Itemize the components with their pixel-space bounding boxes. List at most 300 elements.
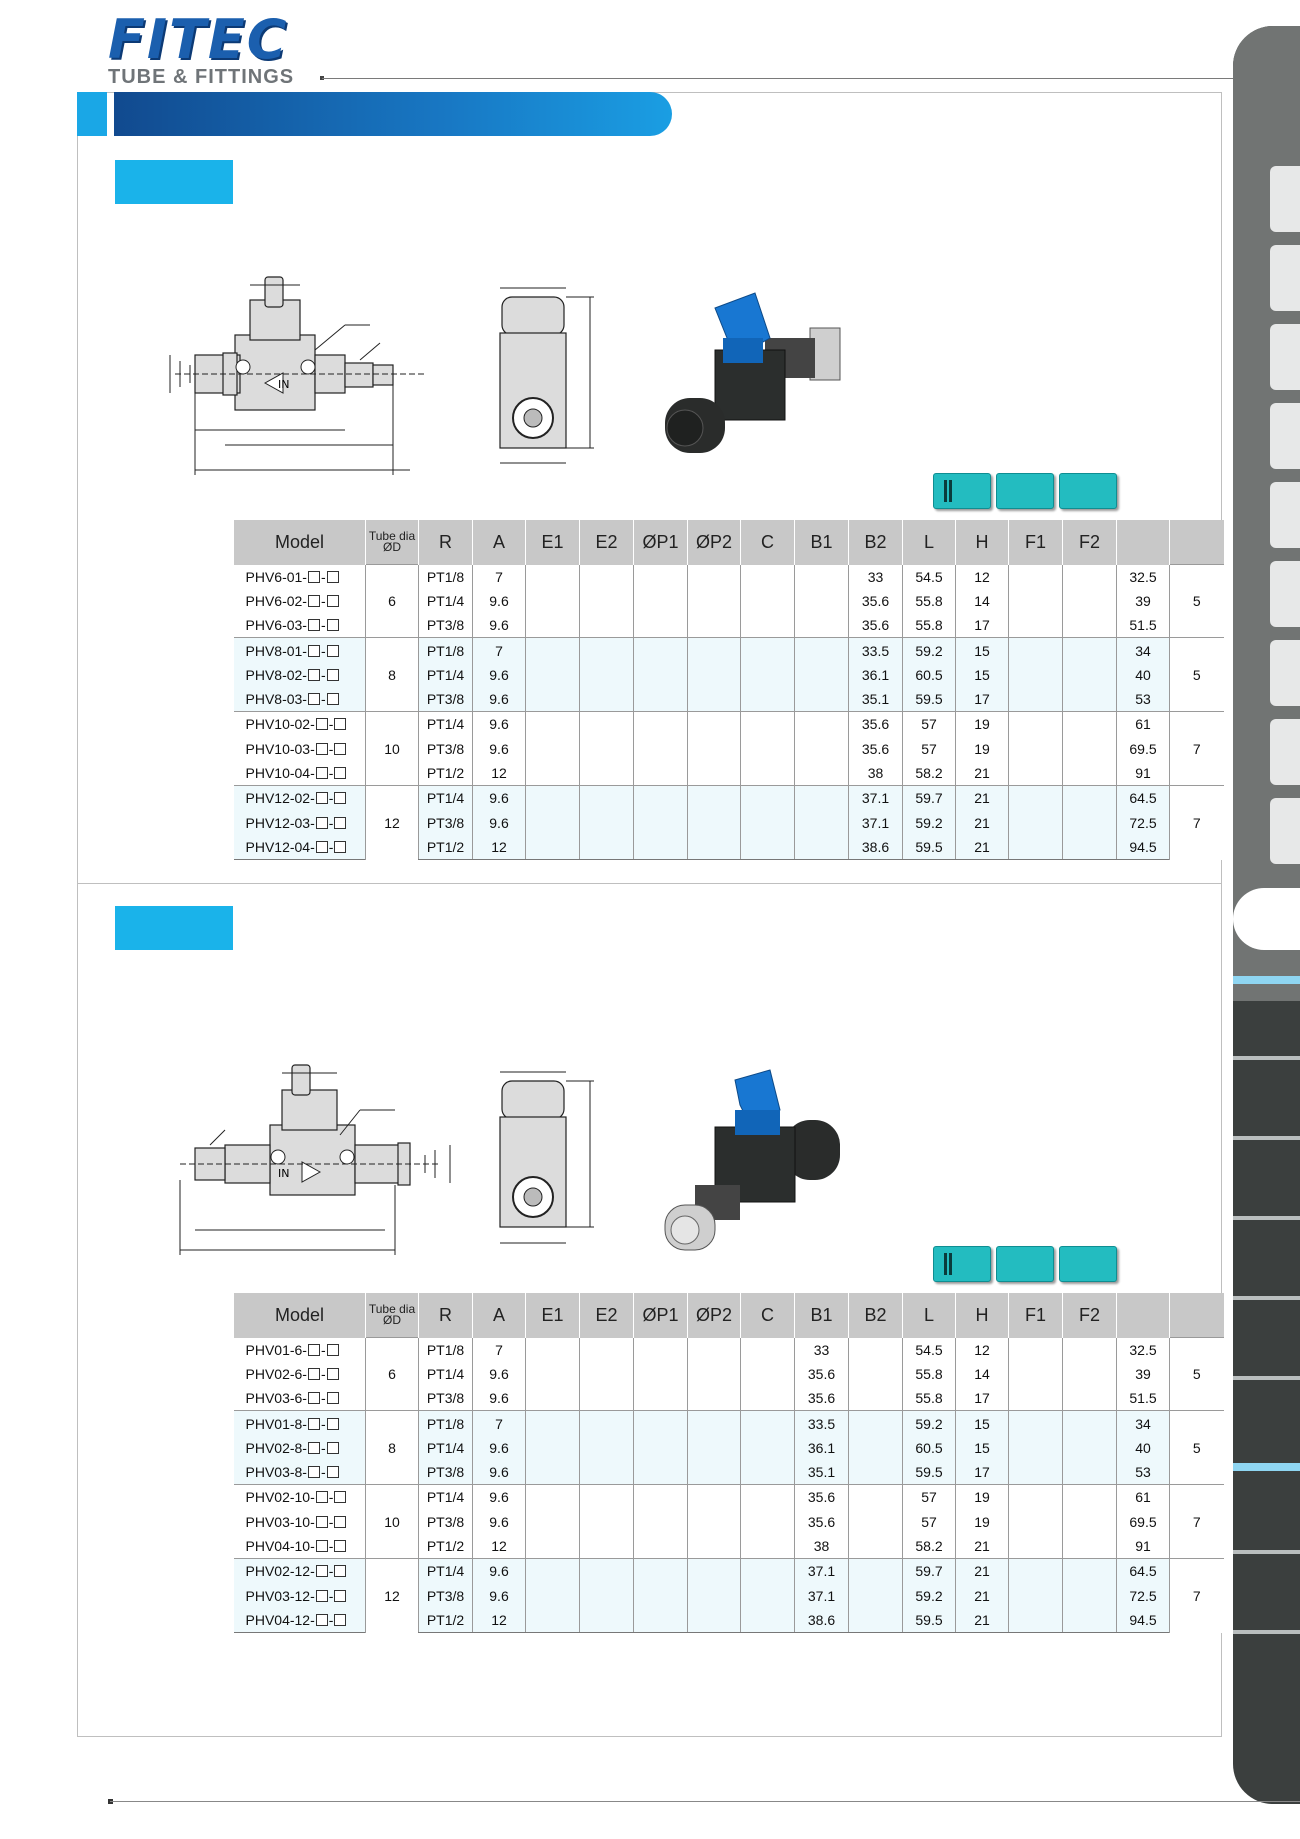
table-cell: 39 xyxy=(1117,1362,1170,1386)
model-cell xyxy=(234,1534,366,1559)
table-cell: PT3/8 xyxy=(419,1460,473,1485)
table-cell: 15 xyxy=(956,638,1009,663)
table-cell xyxy=(1063,1534,1117,1559)
table-cell xyxy=(634,1559,688,1584)
side-tab-1[interactable] xyxy=(1270,166,1300,232)
option-box xyxy=(308,645,320,657)
column-header: E2 xyxy=(580,1293,634,1338)
option-box xyxy=(327,645,339,657)
table-cell xyxy=(634,638,688,663)
brand-name: FITEC xyxy=(108,8,289,71)
table-row xyxy=(234,638,1224,663)
column-header: L xyxy=(903,520,956,565)
table-cell xyxy=(795,786,849,811)
model-separator: - xyxy=(328,1563,334,1580)
model-separator: - xyxy=(328,1513,334,1530)
table-cell xyxy=(1063,1411,1117,1436)
model-prefix: PHV8-01- xyxy=(245,642,307,659)
table-cell xyxy=(526,810,580,834)
table-cell: 9.6 xyxy=(473,810,526,834)
table-cell xyxy=(741,589,795,613)
table-cell: 59.2 xyxy=(903,1411,956,1436)
table-cell xyxy=(688,589,741,613)
table-cell xyxy=(795,638,849,663)
model-prefix: PHV02-6- xyxy=(245,1365,307,1382)
footer-rule xyxy=(110,1801,1300,1802)
table-cell: PT1/2 xyxy=(419,1534,473,1559)
table-cell: 59.2 xyxy=(903,1583,956,1607)
table-cell: 59.5 xyxy=(903,1460,956,1485)
model-separator: - xyxy=(320,592,326,609)
table-cell: 39 xyxy=(1117,589,1170,613)
column-header: ØP2 xyxy=(688,520,741,565)
table-cell: 33 xyxy=(795,1338,849,1362)
spec-table-2 xyxy=(233,1293,1224,1633)
table-cell xyxy=(526,1362,580,1386)
brand-logo xyxy=(108,8,323,89)
table-cell xyxy=(795,589,849,613)
side-tab-8[interactable] xyxy=(1270,719,1300,785)
option-box xyxy=(327,1392,339,1404)
table-cell xyxy=(1009,687,1063,712)
table-cell: 37.1 xyxy=(795,1559,849,1584)
table-cell: 60.5 xyxy=(903,1436,956,1460)
table-cell xyxy=(849,1362,903,1386)
in-mark: IN xyxy=(278,1167,290,1180)
table-cell: 91 xyxy=(1117,1534,1170,1559)
table-cell xyxy=(526,1534,580,1559)
table-cell xyxy=(526,1510,580,1534)
table-cell xyxy=(580,1386,634,1411)
table-cell xyxy=(580,613,634,638)
table-cell xyxy=(634,687,688,712)
table-cell xyxy=(741,613,795,638)
table-cell: PT1/4 xyxy=(419,712,473,737)
section-tab-2 xyxy=(115,906,233,950)
table-cell xyxy=(849,1338,903,1362)
model-cell xyxy=(234,786,366,811)
table-cell xyxy=(688,1436,741,1460)
side-tab-4[interactable] xyxy=(1270,403,1300,469)
option-box xyxy=(316,767,328,779)
table-cell xyxy=(634,835,688,860)
table-cell: PT3/8 xyxy=(419,687,473,712)
side-tab-2[interactable] xyxy=(1270,245,1300,311)
table-cell: 38 xyxy=(795,1534,849,1559)
model-separator: - xyxy=(320,642,326,659)
table-cell: 58.2 xyxy=(903,1534,956,1559)
table-cell xyxy=(1009,786,1063,811)
table-cell xyxy=(1009,613,1063,638)
view-toggle-button[interactable] xyxy=(933,473,991,509)
valve-3d-render xyxy=(655,288,860,468)
table-cell: 55.8 xyxy=(903,613,956,638)
table-cell: 9.6 xyxy=(473,1386,526,1411)
table-cell: 69.5 xyxy=(1117,737,1170,761)
table-cell: 59.2 xyxy=(903,638,956,663)
option-box xyxy=(334,1565,346,1577)
table-cell: 15 xyxy=(956,1411,1009,1436)
table-cell: 19 xyxy=(956,1485,1009,1510)
table-cell xyxy=(526,835,580,860)
table-cell xyxy=(634,1460,688,1485)
table-cell: PT1/8 xyxy=(419,1338,473,1362)
model-cell xyxy=(234,687,366,712)
table-cell xyxy=(1063,1510,1117,1534)
table-cell xyxy=(634,1436,688,1460)
table-cell: PT1/4 xyxy=(419,1436,473,1460)
table-cell xyxy=(1009,712,1063,737)
column-header: F2 xyxy=(1063,1293,1117,1338)
model-prefix: PHV01-8- xyxy=(245,1415,307,1432)
option-box xyxy=(316,817,328,829)
table-cell xyxy=(1063,638,1117,663)
table-cell xyxy=(526,1386,580,1411)
table-cell: 94.5 xyxy=(1117,1608,1170,1633)
table-cell xyxy=(741,1608,795,1633)
table-cell xyxy=(1009,1460,1063,1485)
option-button[interactable] xyxy=(1059,473,1117,509)
table-cell xyxy=(580,1510,634,1534)
table-cell: 40 xyxy=(1117,1436,1170,1460)
table-cell xyxy=(741,1362,795,1386)
table-cell: PT1/4 xyxy=(419,663,473,687)
option-box xyxy=(316,743,328,755)
table-cell: 36.1 xyxy=(849,663,903,687)
table-cell: 37.1 xyxy=(795,1583,849,1607)
model-cell xyxy=(234,565,366,589)
table-cell xyxy=(849,1485,903,1510)
model-cell xyxy=(234,613,366,638)
table-cell xyxy=(526,737,580,761)
table-cell xyxy=(795,613,849,638)
table-cell xyxy=(795,565,849,589)
option-box xyxy=(327,571,339,583)
table-cell xyxy=(1063,1485,1117,1510)
table-cell: 21 xyxy=(956,1559,1009,1584)
model-prefix: PHV01-6- xyxy=(245,1341,307,1358)
tube-dia-cell: 8 xyxy=(366,1411,419,1485)
table-cell: 35.6 xyxy=(849,589,903,613)
model-prefix: PHV02-8- xyxy=(245,1439,307,1456)
pause-icon xyxy=(944,480,947,502)
column-header: H xyxy=(956,1293,1009,1338)
table-cell xyxy=(795,663,849,687)
pause-icon xyxy=(949,1253,952,1275)
column-header: A xyxy=(473,520,526,565)
table-cell xyxy=(741,835,795,860)
model-separator: - xyxy=(328,1489,334,1506)
option-box xyxy=(308,1466,320,1478)
tube-dia-cell: 10 xyxy=(366,712,419,786)
column-header: C xyxy=(741,1293,795,1338)
table-cell: 59.5 xyxy=(903,687,956,712)
option-box xyxy=(327,693,339,705)
option-button[interactable] xyxy=(996,1246,1054,1282)
option-box xyxy=(316,1491,328,1503)
table-cell: 12 xyxy=(956,565,1009,589)
model-cell xyxy=(234,1559,366,1584)
table-cell: 14 xyxy=(956,589,1009,613)
table-cell: PT1/4 xyxy=(419,1362,473,1386)
table-cell: 9.6 xyxy=(473,663,526,687)
table-cell: 9.6 xyxy=(473,737,526,761)
table-cell xyxy=(688,565,741,589)
table-cell xyxy=(688,1386,741,1411)
table-cell xyxy=(688,737,741,761)
model-separator: - xyxy=(328,716,334,733)
table-cell xyxy=(849,1534,903,1559)
table-cell xyxy=(580,712,634,737)
table-cell xyxy=(1009,1583,1063,1607)
option-button[interactable] xyxy=(996,473,1054,509)
table-cell: PT1/8 xyxy=(419,565,473,589)
side-divider xyxy=(1233,1463,1300,1471)
table-cell: 60.5 xyxy=(903,663,956,687)
spec-table-1 xyxy=(233,520,1224,860)
table-cell xyxy=(634,1338,688,1362)
table-cell xyxy=(634,1608,688,1633)
option-box xyxy=(308,669,320,681)
column-header xyxy=(366,520,419,565)
table-cell xyxy=(688,1510,741,1534)
table-cell xyxy=(580,761,634,786)
model-prefix: PHV03-12- xyxy=(245,1587,315,1604)
column-header: Model xyxy=(234,1293,366,1338)
title-band xyxy=(114,92,672,136)
table-cell: 21 xyxy=(956,786,1009,811)
table-cell: 35.6 xyxy=(795,1362,849,1386)
table-cell xyxy=(688,1608,741,1633)
table-cell: 21 xyxy=(956,1583,1009,1607)
table-row xyxy=(234,712,1224,737)
tube-dia-cell: 12 xyxy=(366,786,419,860)
group-value-cell: 5 xyxy=(1170,1338,1224,1411)
table-cell xyxy=(580,1534,634,1559)
option-box xyxy=(316,1516,328,1528)
column-header xyxy=(366,1293,419,1338)
table-cell: 17 xyxy=(956,613,1009,638)
model-separator: - xyxy=(320,1415,326,1432)
table-cell: 17 xyxy=(956,687,1009,712)
option-box xyxy=(334,1540,346,1552)
model-prefix: PHV8-03- xyxy=(245,691,307,708)
table-cell xyxy=(741,786,795,811)
table-cell xyxy=(1063,1436,1117,1460)
table-cell xyxy=(741,565,795,589)
column-header xyxy=(1170,520,1224,565)
table-cell: 35.1 xyxy=(795,1460,849,1485)
view-toggle-button[interactable] xyxy=(933,1246,991,1282)
model-separator: - xyxy=(328,1538,334,1555)
table-cell xyxy=(1063,786,1117,811)
table-cell: 59.7 xyxy=(903,786,956,811)
side-tab-active[interactable] xyxy=(1233,888,1300,950)
table-cell xyxy=(580,737,634,761)
model-prefix: PHV12-03- xyxy=(245,814,315,831)
option-box xyxy=(316,1614,328,1626)
model-cell xyxy=(234,1386,366,1411)
table-cell xyxy=(688,786,741,811)
table-cell xyxy=(580,1362,634,1386)
model-separator: - xyxy=(320,1341,326,1358)
option-box xyxy=(334,1516,346,1528)
model-prefix: PHV02-10- xyxy=(245,1489,315,1506)
in-mark: IN xyxy=(278,378,290,391)
table-cell: PT3/8 xyxy=(419,1386,473,1411)
table-cell xyxy=(688,638,741,663)
table-cell xyxy=(688,687,741,712)
table-cell: 7 xyxy=(473,1338,526,1362)
table-cell xyxy=(741,1583,795,1607)
table-cell xyxy=(688,1460,741,1485)
table-cell xyxy=(580,1608,634,1633)
column-header: ØP2 xyxy=(688,1293,741,1338)
side-tab-3[interactable] xyxy=(1270,324,1300,390)
table-cell: 33 xyxy=(849,565,903,589)
table-cell xyxy=(688,1559,741,1584)
section-tab-1 xyxy=(115,160,233,204)
table-cell xyxy=(526,1559,580,1584)
table-cell: 64.5 xyxy=(1117,1559,1170,1584)
table-cell xyxy=(1063,613,1117,638)
side-tab-9[interactable] xyxy=(1270,798,1300,864)
option-box xyxy=(308,1418,320,1430)
table-cell xyxy=(580,1411,634,1436)
table-cell: 69.5 xyxy=(1117,1510,1170,1534)
group-value-cell: 7 xyxy=(1170,712,1224,786)
table-cell: 35.1 xyxy=(849,687,903,712)
model-prefix: PHV6-01- xyxy=(245,568,307,585)
table-cell xyxy=(741,1534,795,1559)
table-cell xyxy=(580,835,634,860)
model-separator: - xyxy=(328,740,334,757)
table-cell xyxy=(741,1411,795,1436)
option-box xyxy=(308,595,320,607)
column-header: E2 xyxy=(580,520,634,565)
valve-side-drawing xyxy=(490,283,600,473)
model-cell xyxy=(234,1608,366,1633)
table-cell xyxy=(741,687,795,712)
option-button[interactable] xyxy=(1059,1246,1117,1282)
table-cell: 59.5 xyxy=(903,1608,956,1633)
model-prefix: PHV8-02- xyxy=(245,666,307,683)
table-cell: PT1/4 xyxy=(419,1485,473,1510)
model-prefix: PHV04-10- xyxy=(245,1538,315,1555)
table-cell: 33.5 xyxy=(795,1411,849,1436)
side-tab-7[interactable] xyxy=(1270,640,1300,706)
header-rule xyxy=(322,78,1262,79)
option-box xyxy=(308,619,320,631)
model-cell xyxy=(234,810,366,834)
option-box xyxy=(316,1540,328,1552)
table-cell: 57 xyxy=(903,1510,956,1534)
model-separator: - xyxy=(320,1390,326,1407)
table-cell: PT1/8 xyxy=(419,1411,473,1436)
table-cell xyxy=(741,1460,795,1485)
table-cell: 55.8 xyxy=(903,589,956,613)
table-cell: 21 xyxy=(956,1534,1009,1559)
table-cell: 35.6 xyxy=(795,1386,849,1411)
model-cell xyxy=(234,1436,366,1460)
table-cell xyxy=(526,1583,580,1607)
table-cell xyxy=(526,1436,580,1460)
table-cell: 12 xyxy=(956,1338,1009,1362)
side-divider xyxy=(1233,976,1300,984)
model-prefix: PHV6-02- xyxy=(245,592,307,609)
table-cell: PT1/2 xyxy=(419,761,473,786)
table-cell: 9.6 xyxy=(473,786,526,811)
valve-side-drawing xyxy=(490,1065,600,1255)
option-box xyxy=(327,595,339,607)
table-cell xyxy=(1063,1338,1117,1362)
table-cell xyxy=(688,761,741,786)
table-cell xyxy=(795,835,849,860)
side-tab-6[interactable] xyxy=(1270,561,1300,627)
tube-dia-cell: 10 xyxy=(366,1485,419,1559)
table-cell xyxy=(688,613,741,638)
model-cell xyxy=(234,1362,366,1386)
side-divider xyxy=(1233,1550,1300,1554)
option-box xyxy=(327,1344,339,1356)
table-cell: 7 xyxy=(473,565,526,589)
table-cell: 9.6 xyxy=(473,1485,526,1510)
column-header: B2 xyxy=(849,1293,903,1338)
table-cell xyxy=(1063,589,1117,613)
column-header xyxy=(1117,520,1170,565)
table-cell xyxy=(580,1583,634,1607)
column-header: ØP1 xyxy=(634,1293,688,1338)
table-cell: 21 xyxy=(956,835,1009,860)
table-cell xyxy=(1063,663,1117,687)
table-cell: 59.2 xyxy=(903,810,956,834)
table-cell xyxy=(741,1338,795,1362)
table-cell: 37.1 xyxy=(849,810,903,834)
side-divider xyxy=(1233,1216,1300,1220)
option-box xyxy=(308,693,320,705)
model-prefix: PHV10-02- xyxy=(245,716,315,733)
table-cell: 72.5 xyxy=(1117,1583,1170,1607)
table-cell: PT1/8 xyxy=(419,638,473,663)
model-prefix: PHV04-12- xyxy=(245,1611,315,1628)
side-tab-5[interactable] xyxy=(1270,482,1300,548)
table-cell xyxy=(1063,761,1117,786)
table-cell: 58.2 xyxy=(903,761,956,786)
table-cell xyxy=(688,1362,741,1386)
column-header: F2 xyxy=(1063,520,1117,565)
table-cell xyxy=(634,1510,688,1534)
table-cell: 57 xyxy=(903,712,956,737)
table-cell: 38.6 xyxy=(849,835,903,860)
table-cell xyxy=(1009,1510,1063,1534)
table-cell xyxy=(688,1485,741,1510)
table-cell xyxy=(1009,1338,1063,1362)
table-cell xyxy=(634,1583,688,1607)
table-cell xyxy=(580,786,634,811)
option-box xyxy=(334,743,346,755)
table-cell xyxy=(580,1485,634,1510)
table-cell xyxy=(688,1338,741,1362)
table-cell: 15 xyxy=(956,663,1009,687)
side-divider xyxy=(1233,1376,1300,1380)
table-cell: 19 xyxy=(956,737,1009,761)
table-cell: 91 xyxy=(1117,761,1170,786)
tube-dia-cell: 6 xyxy=(366,565,419,638)
table-cell xyxy=(1063,1608,1117,1633)
table-cell: 33.5 xyxy=(849,638,903,663)
table-cell xyxy=(741,810,795,834)
option-box xyxy=(334,1491,346,1503)
